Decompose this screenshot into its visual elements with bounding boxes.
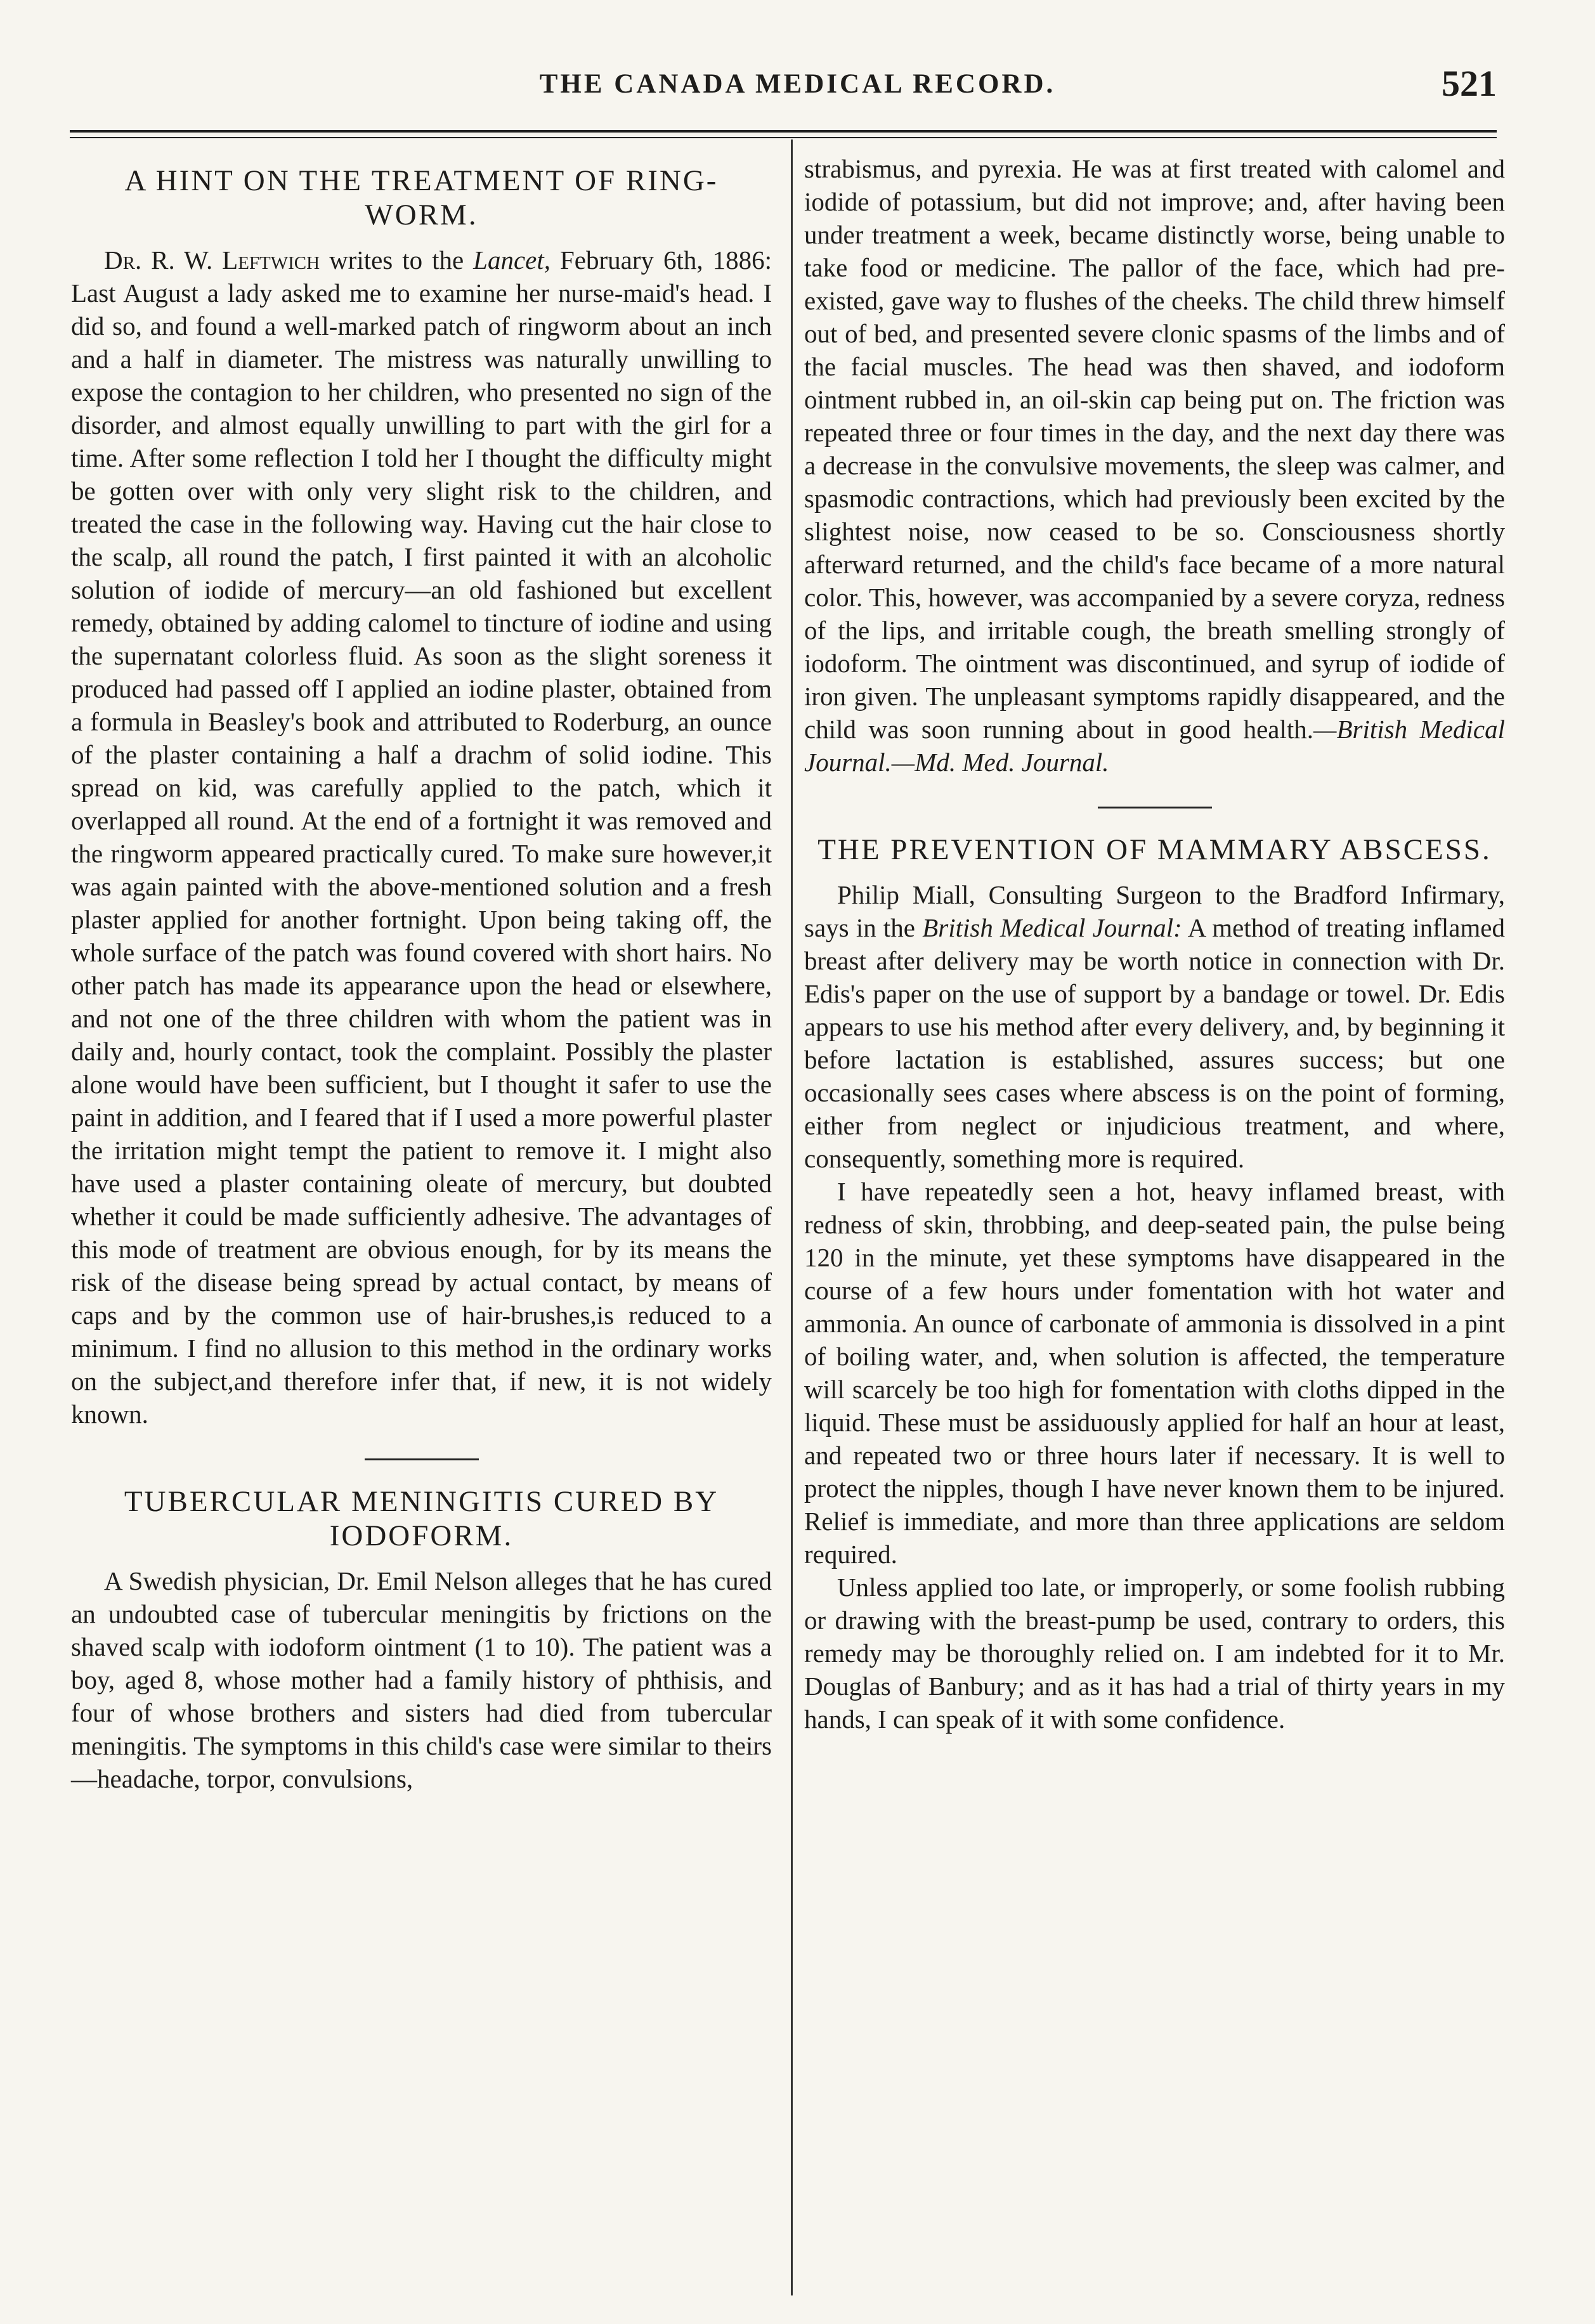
article-paragraph: Unless applied too late, or improperly, or some foolish rubbing or drawing with the breast-pump be used, contrary to orders, this remedy may be thoroughly relied on. I am indebted for it to Mr. Douglas of Banbury; and as it has had a trial of thirty years in my hands, I can speak of it with some confidence. xyxy=(804,1573,1505,1734)
journal-citation: Lancet, xyxy=(473,245,551,275)
article-paragraph-continued: strabismus, and pyrexia. He was at first treated with calomel and iodide of potassium, but did not improve; and, after having been under treatment a week, became distinctly worse, being unable to take food or medicine. The pallor of the face, which had pre-existed, gave way to flushes of the cheeks. The child threw himself out of bed, and presented severe clonic spasms of the limbs and of the facial muscles. The head was then shaved, and iodoform ointment rubbed in, an oil-skin cap being put on. The friction was repeated three or four times in the day, and the next day there was a decrease in the convulsive movements, the sleep was calmer, and spasmodic contractions, which had previously been excited by the slightest noise, now ceased to be so. Consciousness shortly afterward returned, and the child's face became of a more natural color. This, however, was accompanied by a severe coryza, redness of the lips, and irritable cough, the breath smelling strongly of iodoform. The ointment was discontinued, and syrup of iodide of iron given. The unpleasant symptoms rapidly disappeared, and the child was soon running about in good health.—British Medical Journal.—Md. Med. Journal. xyxy=(804,154,1505,777)
article-paragraph: A Swedish physician, Dr. Emil Nelson alleges that he has cured an undoubted case of tubercular meningitis by frictions on the shaved scalp with iodoform ointment (1 to 10). The patient was a boy, aged 8, whose mother had a family history of phthisis, and four of whose brothers and sisters had died from tubercular meningitis. The symptoms in this child's case were similar to theirs—headache, torpor, convulsions, xyxy=(71,1566,772,1793)
article-source: —British Medical Journal.—Md. Med. Journal. xyxy=(804,715,1505,777)
header-rule xyxy=(70,130,1497,133)
article-separator xyxy=(365,1458,479,1460)
article-title-mammary: THE PREVENTION OF MAMMARY ABSCESS. xyxy=(817,833,1492,866)
article-title-meningitis: TUBERCULAR MENINGITIS CURED BY IODOFORM. xyxy=(124,1485,719,1552)
page-number: 521 xyxy=(1442,63,1497,104)
header-rule-thin xyxy=(70,137,1497,138)
article-separator xyxy=(1098,807,1212,808)
journal-citation: British Medical Journal: xyxy=(922,913,1182,942)
right-column xyxy=(804,152,1505,1736)
article-paragraph: Philip Miall, Consulting Surgeon to the Bradford Infirmary, says in the British Medical Journal: A method of treating inflamed breast after delivery may be worth notice in connection with Dr. Edis's paper on the use of support by a bandage or towel. Dr. Edis appears to use his method after every delivery, and, by beginning it before lactation is established, assures success; but one occasionally sees cases where abscess is on the point of forming, either from neglect or injudicious treatment, and where, consequently, something more is required. xyxy=(804,880,1505,1173)
left-column xyxy=(71,152,772,1795)
page-header xyxy=(0,44,1595,114)
article-author: Dr. R. W. Leftwich xyxy=(104,245,320,275)
column-divider xyxy=(791,140,793,2295)
article-paragraph: Dr. R. W. Leftwich writes to the Lancet, February 6th, 1886: Last August a lady asked me to examine her nurse-maid's head. I did so, and found a well-marked patch of ringworm about an inch and a half in diameter. The mistress was naturally unwilling to expose the contagion to her children, who presented no sign of the disorder, and almost equally unwilling to part with the girl for a time. After some reflection I told her I thought the difficulty might be gotten over with only very slight risk to the children, and treated the case in the following way. Having cut the hair close to the scalp, all round the patch, I first painted it with an alcoholic solution of iodide of mercury—an old fashioned but excellent remedy, obtained by adding calomel to tincture of iodine and using the supernatant colorless fluid. As soon as the slight soreness it produced had passed off I applied an iodine plaster, obtained from a formula in Beasley's book and attributed to Roderburg, an ounce of the plaster containing a half a drachm of solid iodine. This spread on kid, was carefully applied to the patch, which it overlapped all round. At the end of a fortnight it was removed and the ringworm appeared practically cured. To make sure however,it was again painted with the above-mentioned solution and a fresh plaster applied for another fortnight. Upon being taking off, the whole surface of the patch was found covered with short hairs. No other patch has made its appearance upon the head or elsewhere, and not one of the three children with whom the patient was in daily and, hourly contact, took the complaint. Possibly the plaster alone would have been sufficient, but I thought it safer to use the paint in addition, and I feared that if I used a more powerful plaster the irritation might tempt the patient to remove it. I might also have used a plaster containing oleate of mercury, but doubted whether it could be made sufficiently adhesive. The advantages of this mode of treatment are obvious enough, for by its means the risk of the disease being spread by actual contact, by means of caps and by the common use of hair-brushes,is reduced to a minimum. I find no allusion to this method in the ordinary works on the subject,and therefore infer that, if new, it is not widely known. xyxy=(71,245,772,1429)
article-title-ringworm: A HINT ON THE TREATMENT OF RING-WORM. xyxy=(124,164,719,231)
article-paragraph: I have repeatedly seen a hot, heavy inflamed breast, with redness of skin, throbbing, and deep-seated pain, the pulse being 120 in the minute, yet these symptoms have disappeared in the course of a few hours under fomentation with hot water and ammonia. An ounce of carbonate of ammonia is dissolved in a pint of boiling water, and, when solution is affected, the temperature will scarcely be too high for fomentation with cloths dipped in the liquid. These must be assiduously applied for half an hour at least, and repeated two or three hours later if necessary. It is well to protect the nipples, though I have never known them to be injured. Relief is immediate, and more than three applications are seldom required. xyxy=(804,1177,1505,1569)
journal-title: THE CANADA MEDICAL RECORD. xyxy=(539,69,1056,99)
